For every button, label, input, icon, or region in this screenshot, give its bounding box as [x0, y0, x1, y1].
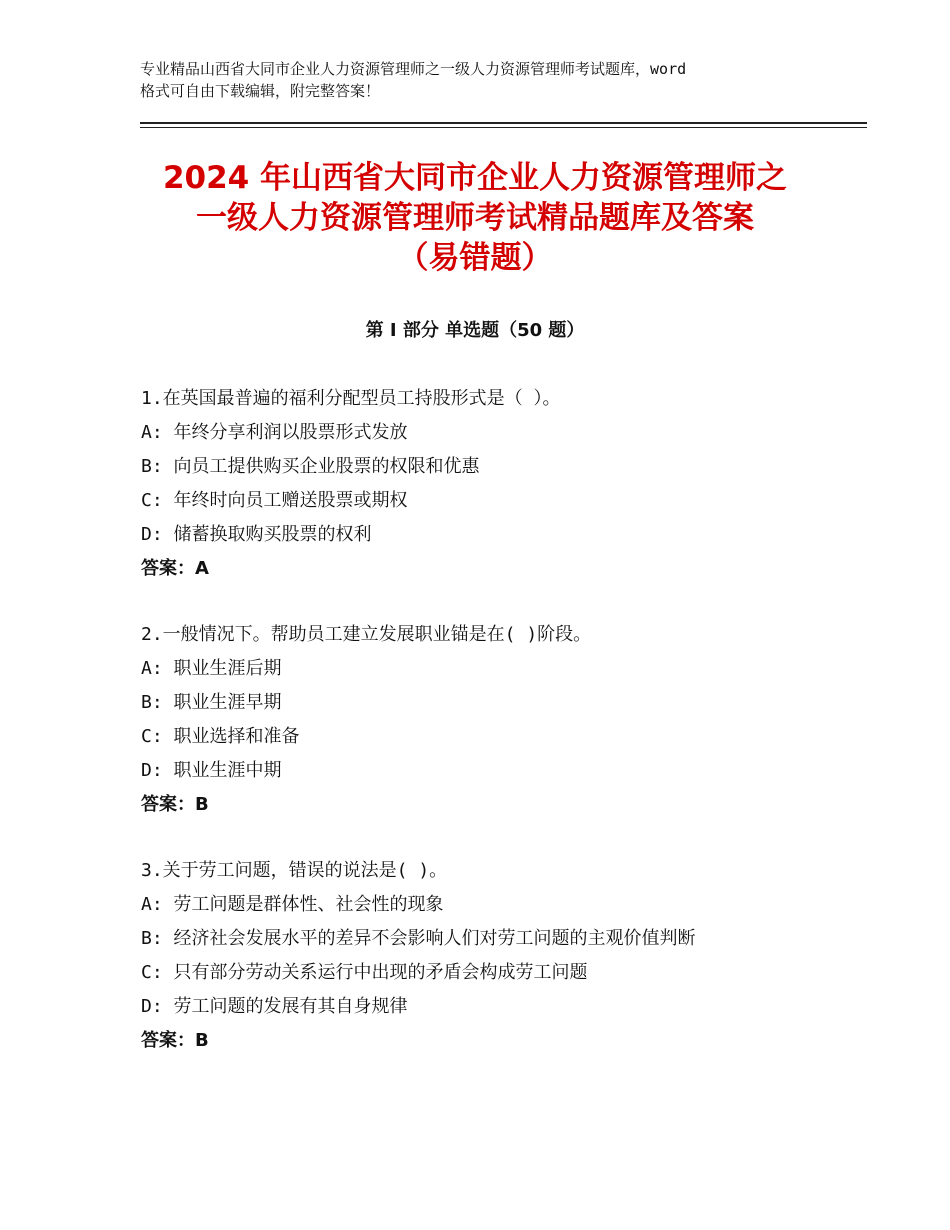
answer: 答案：A [141, 558, 209, 579]
option-b: B: 职业生涯早期 [141, 692, 282, 713]
option-c: C: 职业选择和准备 [141, 726, 300, 747]
document-title [110, 158, 840, 278]
answer: 答案：B [141, 1030, 209, 1051]
option-c: C: 年终时向员工赠送股票或期权 [141, 490, 408, 511]
answer: 答案：B [141, 794, 209, 815]
question-stem: 3.关于劳工问题，错误的说法是( )。 [141, 860, 448, 881]
header-note [140, 58, 820, 102]
option-d: D: 劳工问题的发展有其自身规律 [141, 996, 408, 1017]
option-b: B: 向员工提供购买企业股票的权限和优惠 [141, 456, 480, 477]
question-2 [141, 618, 841, 822]
option-d: D: 储蓄换取购买股票的权利 [141, 524, 372, 545]
title-line-2: 一级人力资源管理师考试精品题库及答案 [196, 200, 754, 236]
title-line-3: （易错题） [397, 240, 553, 276]
question-1 [141, 382, 841, 586]
option-a: A: 职业生涯后期 [141, 658, 282, 679]
option-b: B: 经济社会发展水平的差异不会影响人们对劳工问题的主观价值判断 [141, 928, 696, 949]
question-stem: 1.在英国最普遍的福利分配型员工持股形式是（ ）。 [141, 388, 561, 409]
option-a: A: 年终分享利润以股票形式发放 [141, 422, 408, 443]
option-c: C: 只有部分劳动关系运行中出现的矛盾会构成劳工问题 [141, 962, 588, 983]
header-divider-thick [140, 122, 867, 124]
header-note-line-1: 专业精品山西省大同市企业人力资源管理师之一级人力资源管理师考试题库，word [140, 60, 687, 78]
option-d: D: 职业生涯中期 [141, 760, 282, 781]
question-stem: 2.一般情况下。帮助员工建立发展职业锚是在( )阶段。 [141, 624, 592, 645]
section-heading: 第 I 部分 单选题（50 题） [365, 320, 585, 341]
question-3 [141, 854, 841, 1058]
header-divider-thin [140, 127, 867, 128]
option-a: A: 劳工问题是群体性、社会性的现象 [141, 894, 444, 915]
title-line-1: 2024 年山西省大同市企业人力资源管理师之 [162, 160, 788, 196]
header-note-line-2: 格式可自由下载编辑，附完整答案！ [140, 82, 381, 100]
question-list [141, 382, 841, 1090]
